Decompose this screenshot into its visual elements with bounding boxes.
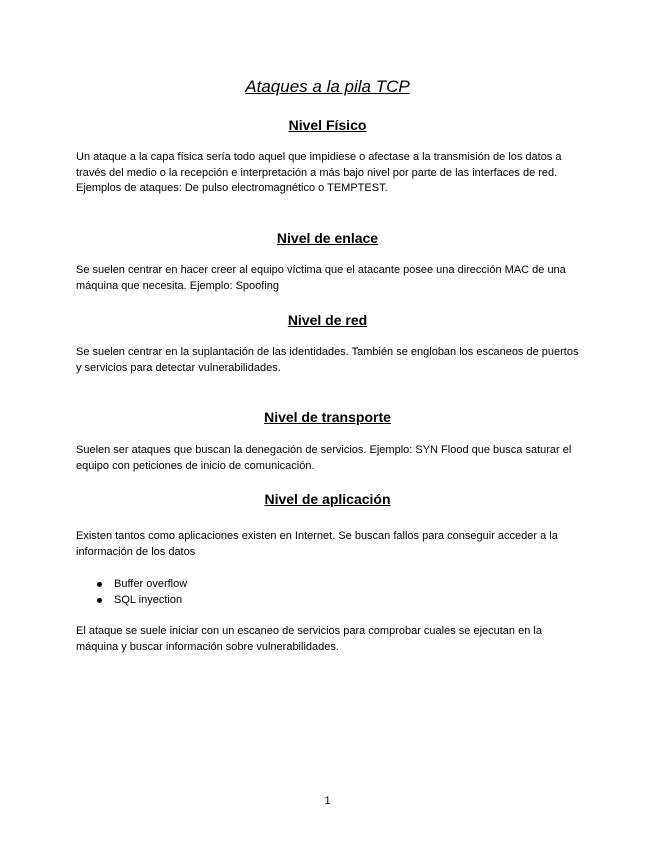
section-paragraph-red: Se suelen centrar en la suplantación de las identidades. También se engloban los escaneos de puertos y servicios para detectar vulnerabilidades. (76, 346, 579, 374)
section-heading-fisico: Nivel Físico (288, 117, 367, 133)
section-heading-transporte: Nivel de transporte (264, 409, 391, 425)
list-item-label: Buffer overflow (114, 578, 188, 590)
page-number: 1 (324, 795, 331, 807)
section-closing-paragraph: El ataque se suele iniciar con un escaneo de servicios para comprobar cuales se ejecutan en la máquina y buscar información sobre vulnerabilidades. (76, 625, 542, 653)
section-heading-red: Nivel de red (287, 312, 368, 328)
bullet-icon (97, 598, 102, 603)
list-item (96, 592, 187, 608)
section-paragraph-transporte: Suelen ser ataques que buscan la denegación de servicios. Ejemplo: SYN Flood que busca saturar el equipo con peticiones de inicio de comunicación. (76, 444, 572, 472)
list-item-label: SQL inyection (114, 594, 183, 606)
section-heading-aplicacion: Nivel de aplicación (264, 491, 391, 507)
section-paragraph-aplicacion: Existen tantos como aplicaciones existen en Internet. Se buscan fallos para conseguir acceder a la información de los datos (76, 530, 558, 558)
attack-list (96, 576, 187, 608)
section-paragraph-fisico: Un ataque a la capa física sería todo aquel que impidiese o afectase a la transmisión de los datos a través del medio o la recepción e interpretación a más bajo nivel por parte de las interfaces de red. Ejemplos de ataques: De pulso electromagnético o TEMPTEST. (76, 151, 562, 194)
list-item (96, 576, 187, 592)
page-title: Ataques a la pila TCP (245, 77, 410, 96)
bullet-icon (97, 582, 102, 587)
section-paragraph-enlace: Se suelen centrar en hacer creer al equipo víctima que el atacante posee una dirección MAC de una máquina que necesita. Ejemplo: Spoofing (76, 264, 566, 292)
section-heading-enlace: Nivel de enlace (276, 230, 379, 246)
